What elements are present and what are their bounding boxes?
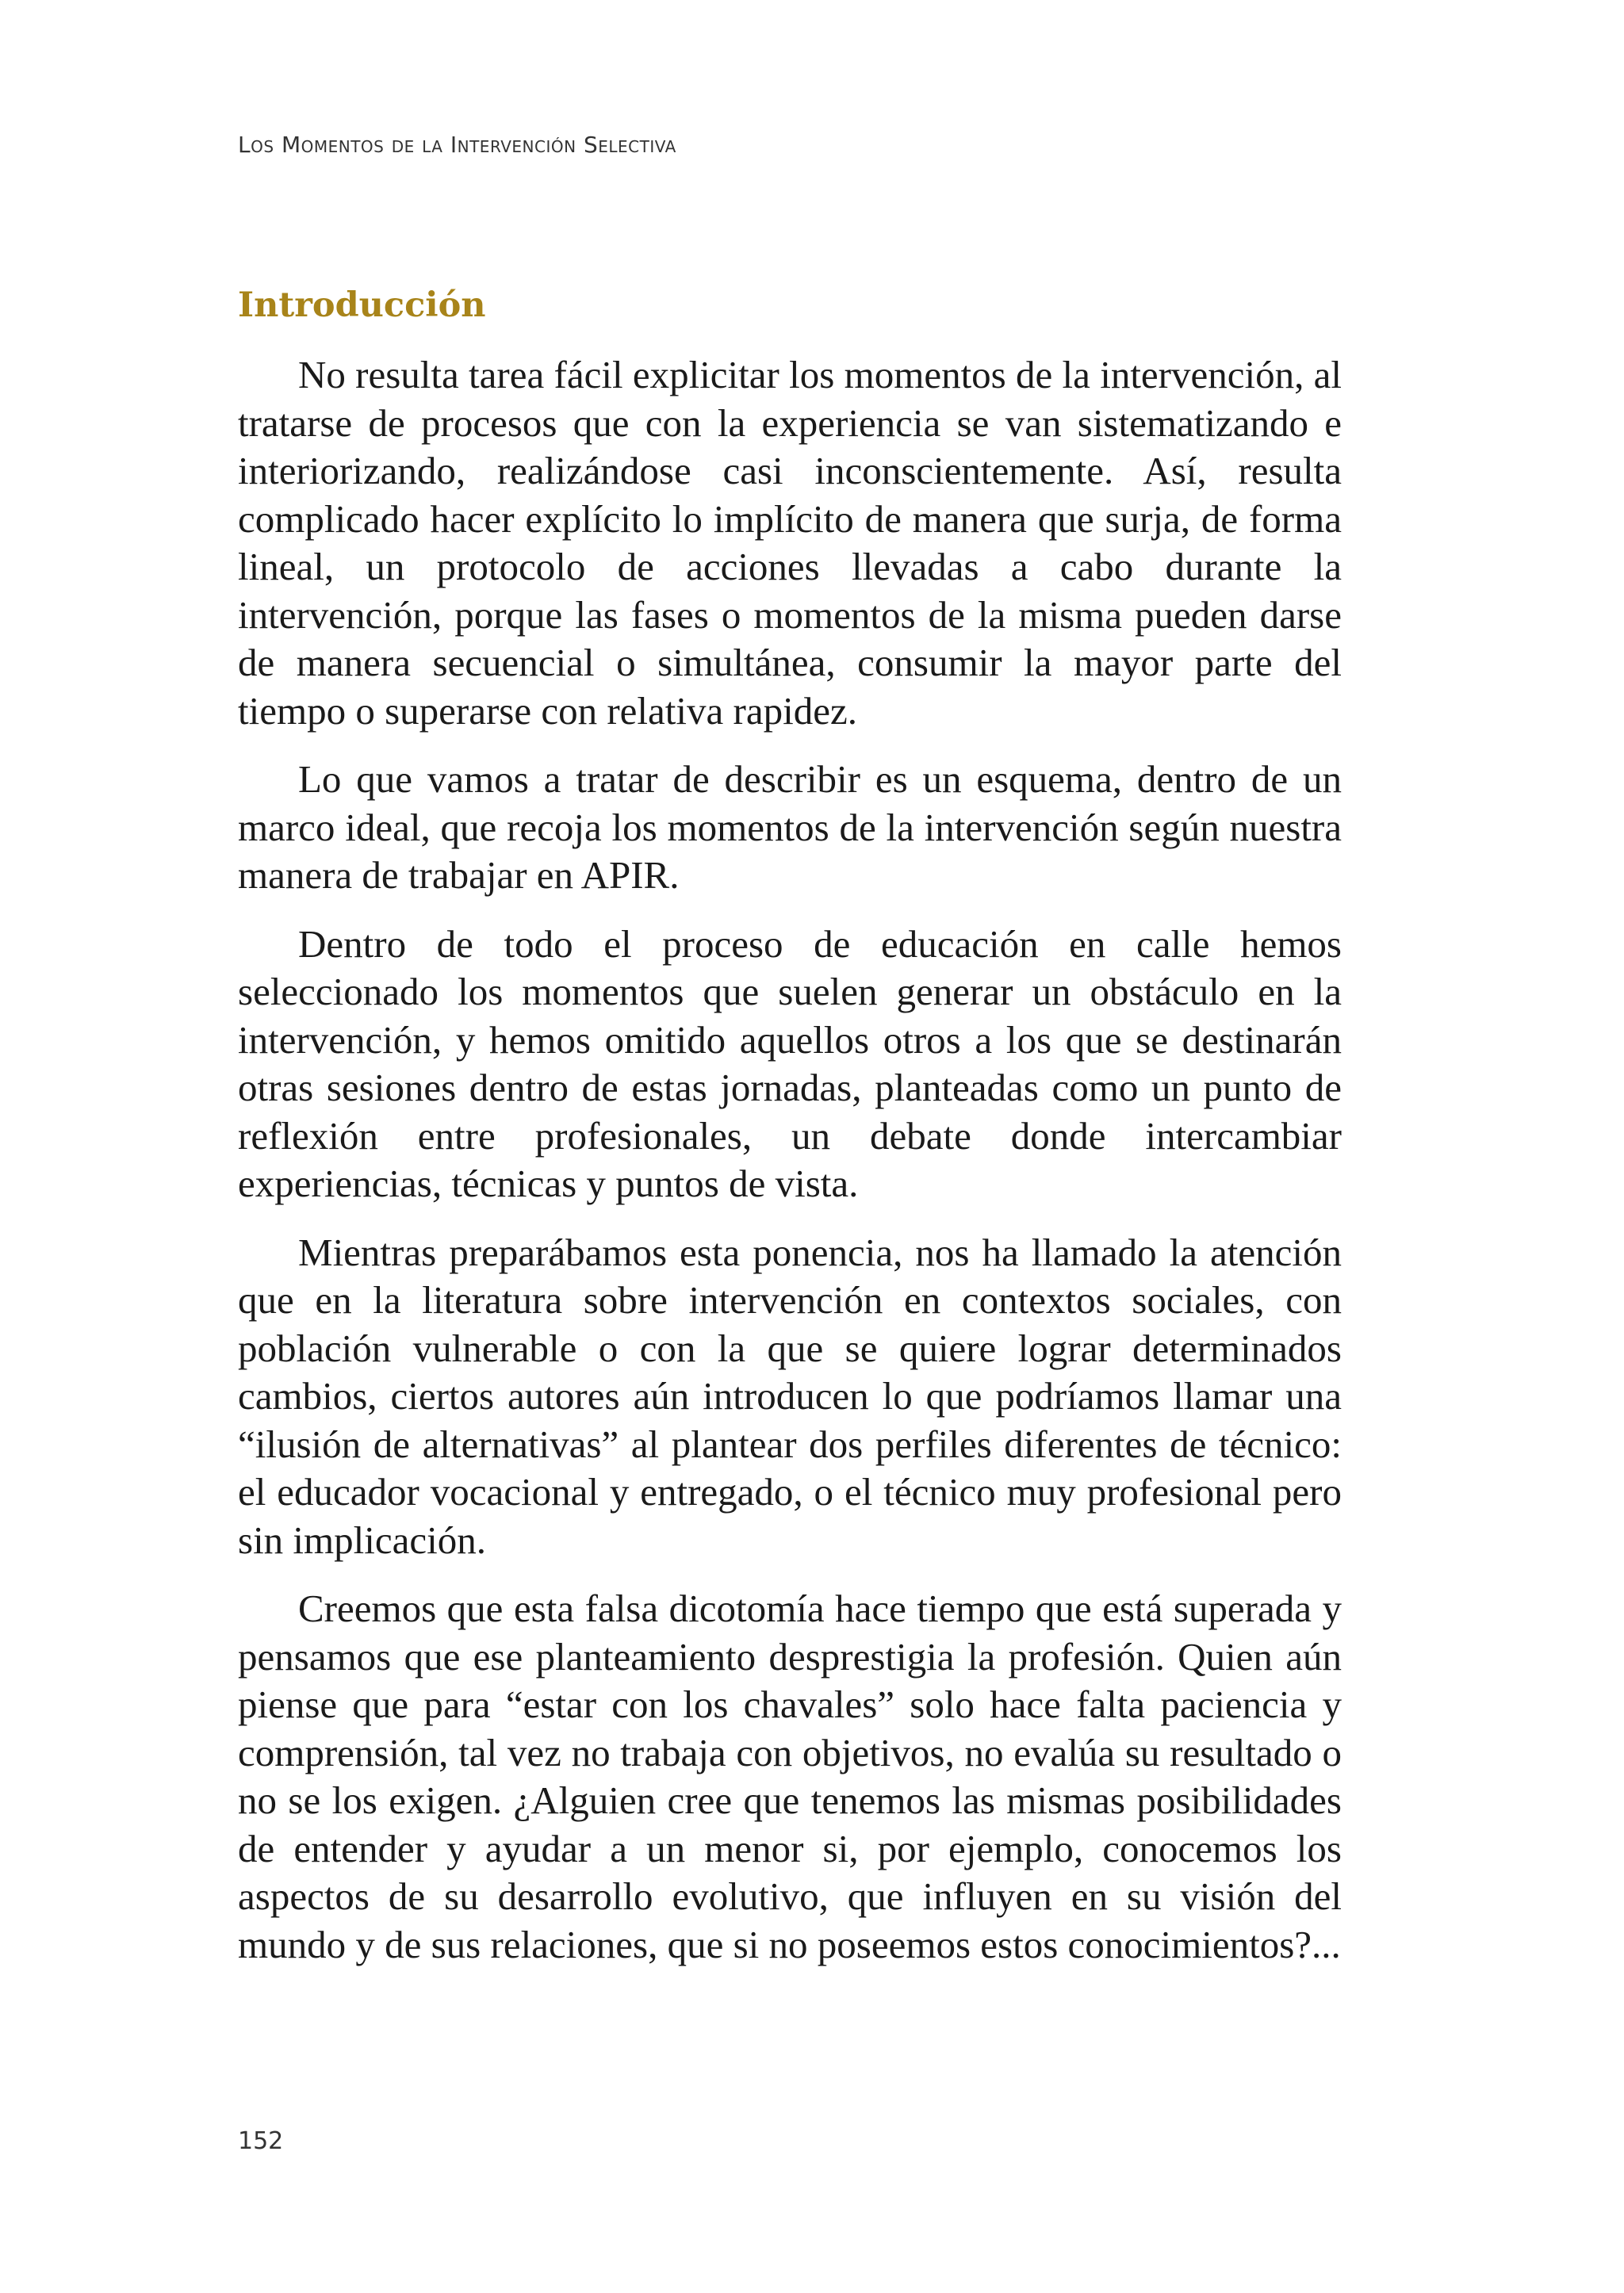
paragraph-3: Dentro de todo el proceso de educación en calle hemos seleccionado los momentos que suelen generar un obstáculo en la intervención, y hemos omitido aquellos otros a los que se destinarán otras sesiones dentro de estas jornadas, planteadas como un punto de reflexión entre profesionales, un debate donde intercambiar experiencias, técnicas y puntos de vista. — [238, 921, 1342, 1205]
page-content — [238, 281, 1342, 1989]
paragraph-2: Lo que vamos a tratar de describir es un esquema, dentro de un marco ideal, que recoja los momentos de la intervención según nuestra manera de trabajar en APIR. — [238, 757, 1342, 897]
page-number: 152 — [238, 2127, 284, 2155]
section-title: Introducción — [238, 285, 486, 325]
paragraph-1: No resulta tarea fácil explicitar los momentos de la intervención, al tratarse de procesos que con la experiencia se van sistematizando e interiorizando, realizándose casi inconscientemente. Así, resulta complicado hacer explícito lo implícito de manera que surja, de forma lineal, un protocolo de acciones llevadas a cabo durante la intervención, porque las fases o momentos de la misma pueden darse de manera secuencial o simultánea, consumir la mayor parte del tiempo o superarse con relativa rapidez. — [238, 353, 1342, 733]
paragraph-4: Mientras preparábamos esta ponencia, nos ha llamado la atención que en la literatura sobre intervención en contextos sociales, con población vulnerable o con la que se quiere lograr determinados cambios, ciertos autores aún introducen lo que podríamos llamar una “ilusión de alternativas” al plantear dos perfiles diferentes de técnico: el educador vocacional y entregado, o el técnico muy profesional pero sin implicación. — [238, 1230, 1342, 1562]
running-header: Los Momentos de la Intervención Selectiva — [238, 132, 676, 158]
paragraph-5: Creemos que esta falsa dicotomía hace tiempo que está superada y pensamos que ese planteamiento desprestigia la profesión. Quien aún piense que para “estar con los chavales” solo hace falta paciencia y comprensión, tal vez no trabaja con objetivos, no evalúa su resultado o no se los exigen. ¿Alguien cree que tenemos las mismas posibilidades de entender y ayudar a un menor si, por ejemplo, conocemos los aspectos de su desarrollo evolutivo, que influyen en su visión del mundo y de sus relaciones, que si no poseemos estos conocimientos?... — [238, 1587, 1342, 1966]
